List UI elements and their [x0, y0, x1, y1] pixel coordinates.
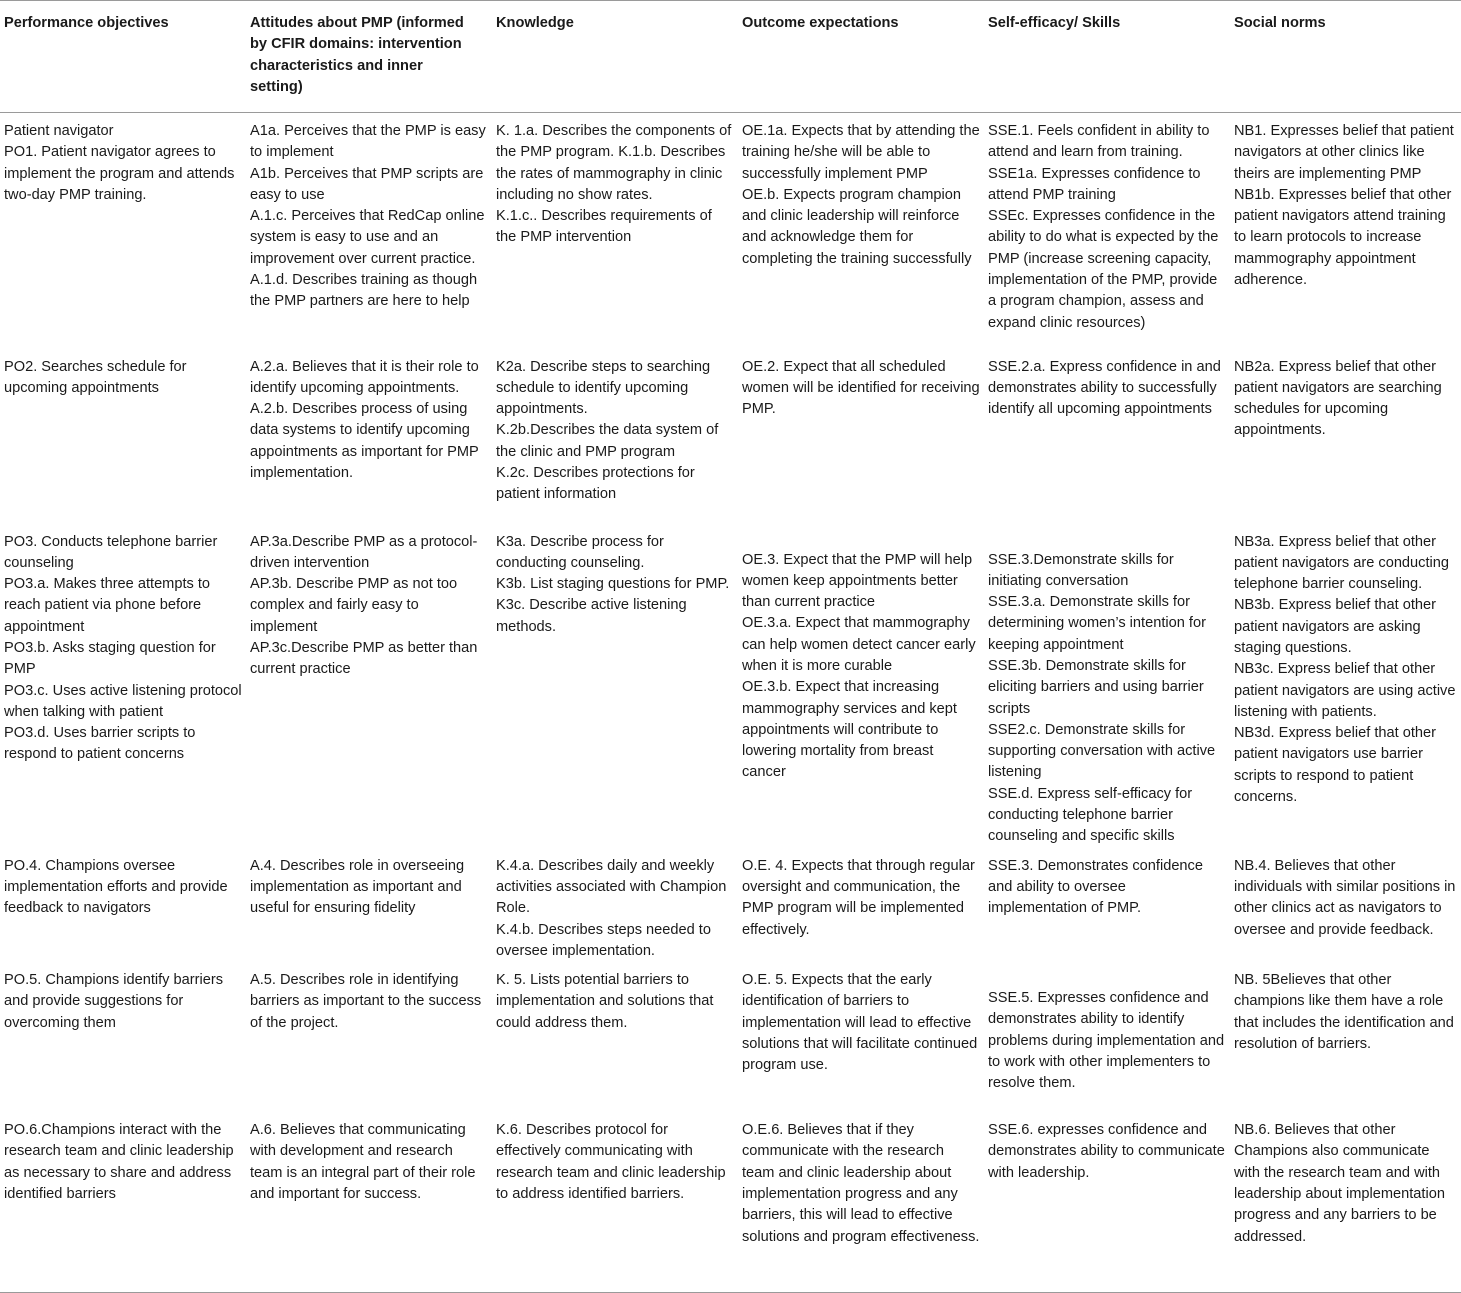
column-header: Performance objectives — [4, 15, 169, 31]
cell-text: K2a. Describe steps to searching schedule to identify upcoming appointments. — [496, 358, 711, 418]
table-cell — [1230, 349, 1461, 524]
table-cell — [738, 349, 984, 524]
cell-text: K3c. Describe active listening methods. — [496, 597, 687, 635]
cell-text: SSE.3. Demonstrates confidence and ability to oversee implementation of PMP. — [988, 857, 1203, 917]
cell-text: NB2a. Express belief that other patient navigators are searching schedules for upcoming appointments. — [1234, 358, 1442, 439]
cell-text: A.4. Describes role in overseeing implementation as important and useful for ensuring fidelity — [250, 857, 465, 917]
column-header: Social norms — [1234, 15, 1326, 31]
table-cell — [738, 524, 984, 848]
cell-text: PO3. Conducts telephone barrier counseling — [4, 533, 218, 571]
cell-text: SSEc. Expresses confidence in the ability to do what is expected by the PMP (increase screening capacity, implementation of the PMP, provide a program champion, assess and expand clinic resources) — [988, 208, 1219, 331]
cell-text: NB3b. Express belief that other patient navigators are asking staging questions. — [1234, 597, 1436, 656]
table-cell — [492, 1112, 738, 1292]
cell-text: K3a. Describe process for conducting counseling. — [496, 533, 664, 571]
cell-text: NB. 5Believes that other champions like them have a role that includes the identification and resolution of barriers. — [1234, 972, 1454, 1053]
cell-text: NB.4. Believes that other individuals with similar positions in other clinics act as navigators to oversee and provide feedback. — [1234, 857, 1456, 938]
cell-text: OE.3.b. Expect that increasing mammography services and kept appointments will contribute to lowering mortality from breast cancer — [742, 679, 957, 781]
cell-text: K3b. List staging questions for PMP. — [496, 576, 730, 593]
cell-text: PO3.d. Uses barrier scripts to respond to patient concerns — [4, 725, 196, 763]
table-cell — [492, 113, 738, 349]
cell-text: A.6. Believes that communicating with development and research team is an integral part of their role and important for success. — [250, 1122, 476, 1203]
table-row — [0, 1112, 1461, 1292]
table-cell — [492, 349, 738, 524]
cell-text: A.1.d. Describes training as though the PMP partners are here to help — [250, 272, 478, 310]
cell-text: OE.3. Expect that the PMP will help women keep appointments better than current practice — [742, 551, 973, 611]
cell-text: K. 1.a. Describes the components of the PMP program. K.1.b. Describes the rates of mammography in clinic including no show rates. — [496, 123, 732, 203]
table-cell — [984, 1112, 1230, 1292]
cell-text: PO3.a. Makes three attempts to reach patient via phone before appointment — [4, 576, 211, 635]
table-cell — [492, 848, 738, 962]
cell-text: O.E. 5. Expects that the early identification of barriers to implementation will lead to effective solutions that will facilitate continued program use. — [742, 972, 978, 1074]
cell-text: NB3d. Express belief that other patient navigators use barrier scripts to respond to patient concerns. — [1234, 725, 1436, 806]
cell-text: NB3c. Express belief that other patient navigators are using active listening with patients. — [1234, 661, 1456, 720]
cell-text: K.2b.Describes the data system of the clinic and PMP program — [496, 422, 719, 460]
table-cell — [492, 524, 738, 848]
cell-text: SSE.3.Demonstrate skills for initiating conversation — [988, 551, 1174, 589]
cell-text: PO3.b. Asks staging question for PMP — [4, 639, 216, 678]
cell-text: NB1b. Expresses belief that other patient navigators attend training to learn protocols to increase mammography appointment adherence. — [1234, 186, 1452, 289]
table-cell — [1230, 113, 1461, 349]
cell-text: AP.3a.Describe PMP as a protocol-driven intervention — [250, 533, 478, 571]
header-row — [0, 1, 1461, 113]
cell-text: K.4.a. Describes daily and weekly activities associated with Champion Role. — [496, 857, 727, 917]
table-cell — [738, 848, 984, 962]
cell-text: K.2c. Describes protections for patient information — [496, 464, 695, 503]
table-cell — [984, 113, 1230, 349]
cell-text: SSE.6. expresses confidence and demonstrates ability to communicate with leadership. — [988, 1122, 1225, 1181]
table-row — [0, 113, 1461, 349]
cell-text: A1a. Perceives that the PMP is easy to implement — [250, 123, 486, 161]
cell-text: AP.3c.Describe PMP as better than current practice — [250, 639, 478, 678]
column-header: Outcome expectations — [742, 15, 899, 31]
cell-text: SSE1a. Expresses confidence to attend PMP training — [988, 165, 1201, 203]
table-cell — [0, 848, 246, 962]
cell-text: SSE2.c. Demonstrate skills for supporting conversation with active listening — [988, 721, 1216, 781]
cell-text: PO3.c. Uses active listening protocol when talking with patient — [4, 682, 242, 720]
cell-text: NB3a. Express belief that other patient navigators are conducting telephone barrier counseling. — [1234, 533, 1449, 593]
table-cell — [246, 962, 492, 1112]
column-header: Attitudes about PMP (informed by CFIR domains: intervention characteristics and inner setting) — [250, 15, 464, 95]
cell-text: K.4.b. Describes steps needed to oversee implementation. — [496, 921, 711, 959]
cell-text: OE.3.a. Expect that mammography can help women detect cancer early when it is more curable — [742, 615, 976, 674]
cell-text: A.2.a. Believes that it is their role to identify upcoming appointments. — [250, 358, 479, 396]
cell-text: OE.2. Expect that all scheduled women will be identified for receiving PMP. — [742, 358, 980, 418]
cell-text: SSE.2.a. Express confidence in and demonstrates ability to successfully identify all upcoming appointments — [988, 358, 1221, 418]
table-cell — [0, 349, 246, 524]
cell-text: K. 5. Lists potential barriers to implementation and solutions that could address them. — [496, 972, 714, 1031]
table-cell — [1230, 962, 1461, 1112]
table-cell — [0, 113, 246, 349]
table-cell — [0, 962, 246, 1112]
table-cell — [246, 848, 492, 962]
cell-text: A.1.c. Perceives that RedCap online system is easy to use and an improvement over current practice. — [250, 208, 485, 267]
cell-text: PO.4. Champions oversee implementation efforts and provide feedback to navigators — [4, 857, 228, 917]
table-cell — [738, 1112, 984, 1292]
cell-text: PO2. Searches schedule for upcoming appointments — [4, 358, 187, 396]
cell-text: SSE.3.a. Demonstrate skills for determining women’s intention for keeping appointment — [988, 594, 1206, 653]
cell-text: SSE.d. Express self-efficacy for conducting telephone barrier counseling and specific skills — [988, 785, 1193, 845]
cell-text: A.5. Describes role in identifying barriers as important to the success of the project. — [250, 972, 482, 1031]
cell-text: PO1. Patient navigator agrees to implement the program and attends two-day PMP training. — [4, 144, 235, 203]
table-cell — [738, 962, 984, 1112]
column-header: Knowledge — [496, 15, 574, 31]
table-row — [0, 962, 1461, 1112]
table-cell — [984, 524, 1230, 848]
cell-text: AP.3b. Describe PMP as not too complex and fairly easy to implement — [250, 576, 458, 635]
table-cell — [246, 524, 492, 848]
cell-text: PO.5. Champions identify barriers and provide suggestions for overcoming them — [4, 972, 223, 1031]
table-cell — [984, 848, 1230, 962]
table-cell — [246, 349, 492, 524]
table-cell — [1230, 848, 1461, 962]
cell-text: NB.6. Believes that other Champions also communicate with the research team and with leadership about implementation progress and any barriers to be addressed. — [1234, 1122, 1445, 1245]
column-header: Self-efficacy/ Skills — [988, 15, 1121, 31]
table-cell — [492, 962, 738, 1112]
cell-text: PO.6.Champions interact with the research team and clinic leadership as necessary to share and address identified barriers — [4, 1122, 234, 1203]
cell-text: K.1.c.. Describes requirements of the PMP intervention — [496, 208, 712, 246]
cell-text: A.2.b. Describes process of using data systems to identify upcoming appointments as important for PMP implementation. — [250, 401, 479, 481]
table-cell — [1230, 1112, 1461, 1292]
cell-text: SSE.5. Expresses confidence and demonstrates ability to identify problems during implementation and to work with other implementers to resolve them. — [988, 990, 1225, 1092]
cell-text: O.E.6. Believes that if they communicate with the research team and clinic leadership about implementation progress and any barriers, this will lead to effective solutions and program effectiveness. — [742, 1122, 980, 1245]
table-cell — [984, 962, 1230, 1112]
table-row — [0, 848, 1461, 962]
cell-text: K.6. Describes protocol for effectively communicating with research team and clinic leadership to address identified barriers. — [496, 1122, 726, 1203]
cell-text: OE.1a. Expects that by attending the training he/she will be able to successfully implement PMP — [742, 123, 980, 182]
table-cell — [1230, 524, 1461, 848]
cell-text: NB1. Expresses belief that patient navigators at other clinics like theirs are implementing PMP — [1234, 123, 1454, 182]
table-row — [0, 524, 1461, 848]
cell-text: SSE.3b. Demonstrate skills for eliciting barriers and using barrier scripts — [988, 657, 1204, 717]
table-cell — [0, 524, 246, 848]
cell-text: OE.b. Expects program champion and clinic leadership will reinforce and acknowledge them for completing the training successfully — [742, 186, 972, 267]
table-cell — [738, 113, 984, 349]
table-cell — [246, 1112, 492, 1292]
cell-text: SSE.1. Feels confident in ability to attend and learn from training. — [988, 123, 1210, 161]
table-cell — [246, 113, 492, 349]
table-cell — [0, 1112, 246, 1292]
cell-text: O.E. 4. Expects that through regular oversight and communication, the PMP program will be implemented effectively. — [742, 857, 975, 938]
table-row — [0, 349, 1461, 524]
cell-text: A1b. Perceives that PMP scripts are easy to use — [250, 165, 484, 203]
cell-text: Patient navigator — [4, 123, 114, 139]
table-cell — [984, 349, 1230, 524]
